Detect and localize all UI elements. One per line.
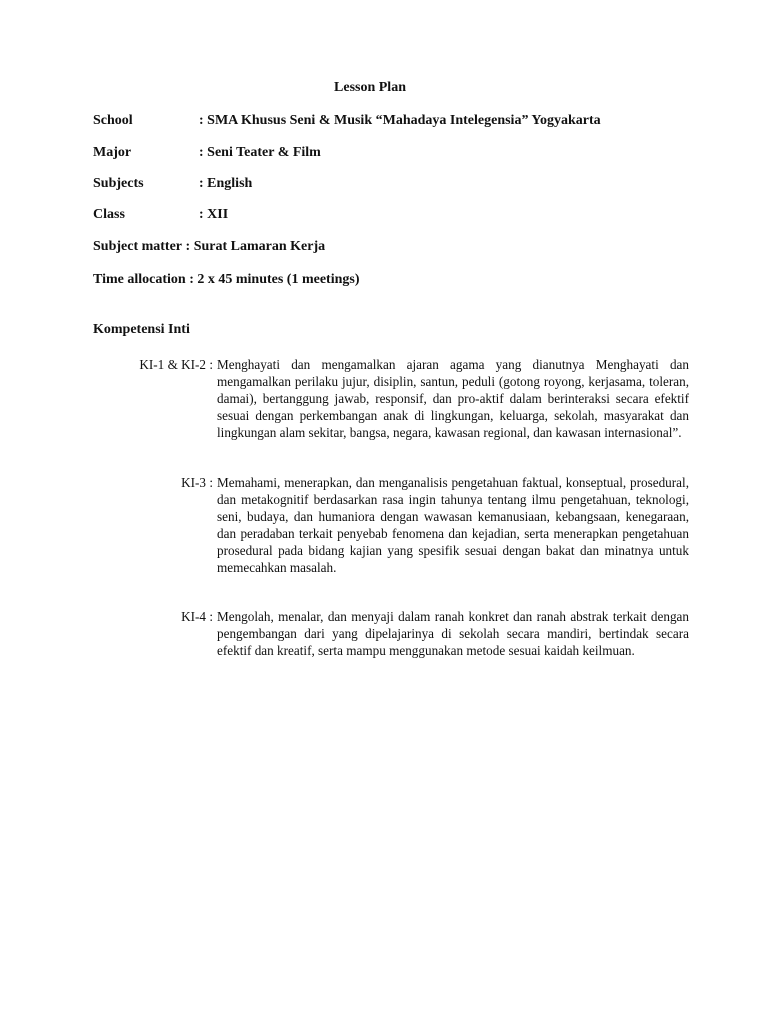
ki-text: Mengolah, menalar, dan menyaji dalam ranah konkret dan ranah abstrak terkait dengan pengembangan dari yang dipelajarinya di sekolah secara mandiri, bertindak secara efektif dan kreatif, serta mampu menggunakan metode sesuai kaidah keilmuan. [217, 609, 689, 658]
ki-item-1-2 [93, 356, 689, 441]
section-heading-kompetensi-inti: Kompetensi Inti [93, 322, 190, 337]
info-label-school: School [93, 113, 133, 128]
ki-label: KI-1 & KI-2 : [139, 357, 213, 372]
ki-text: Memahami, menerapkan, dan menganalisis pengetahuan faktual, konseptual, prosedural, dan metakognitif berdasarkan rasa ingin tahunya tentang ilmu pengetahuan, teknologi, seni, budaya, dan humaniora dengan wawasan kemanusiaan, kebangsaan, kenegaraan, dan peradaban terkait penyebab fenomena dan kejadian, serta menerapkan pengetahuan prosedural pada bidang kajian yang spesifik sesuai dengan bakat dan minatnya untuk memecahkan masalah. [217, 475, 689, 575]
info-value-major: : Seni Teater & Film [199, 145, 321, 160]
ki-item-4 [93, 608, 689, 659]
ki-label: KI-3 : [181, 475, 213, 490]
ki-text: Menghayati dan mengamalkan ajaran agama yang dianutnya Menghayati dan mengamalkan perilaku jujur, disiplin, santun, peduli (gotong royong, kerjasama, toleran, damai), bertanggung jawab, responsif, dan pro-aktif dalam berinteraksi secara efektif sesuai dengan perkembangan anak di lingkungan, keluarga, sekolah, masyarakat dan lingkungan alam sekitar, bangsa, negara, kawasan regional, dan kawasan internasional”. [217, 357, 689, 440]
info-row-subject-matter [93, 239, 325, 255]
info-row-time-allocation [93, 272, 360, 288]
info-row-class [93, 207, 228, 223]
info-row-subjects [93, 176, 252, 192]
info-value-school: : SMA Khusus Seni & Musik “Mahadaya Intelegensia” Yogyakarta [199, 113, 601, 128]
info-row-major [93, 145, 321, 161]
info-value-time-allocation: : 2 x 45 minutes (1 meetings) [189, 272, 360, 287]
document-title: Lesson Plan [334, 80, 406, 95]
info-value-subjects: : English [199, 176, 253, 191]
info-value-subject-matter: : Surat Lamaran Kerja [185, 239, 326, 254]
info-label-major: Major [93, 145, 132, 160]
info-label-subjects: Subjects [93, 176, 144, 191]
info-value-class: : XII [199, 207, 229, 222]
ki-label: KI-4 : [181, 609, 213, 624]
ki-item-3 [93, 474, 689, 576]
info-label-subject-matter: Subject matter [93, 239, 183, 254]
info-label-time-allocation: Time allocation [93, 272, 186, 287]
info-row-school [93, 113, 601, 129]
info-label-class: Class [93, 207, 125, 222]
